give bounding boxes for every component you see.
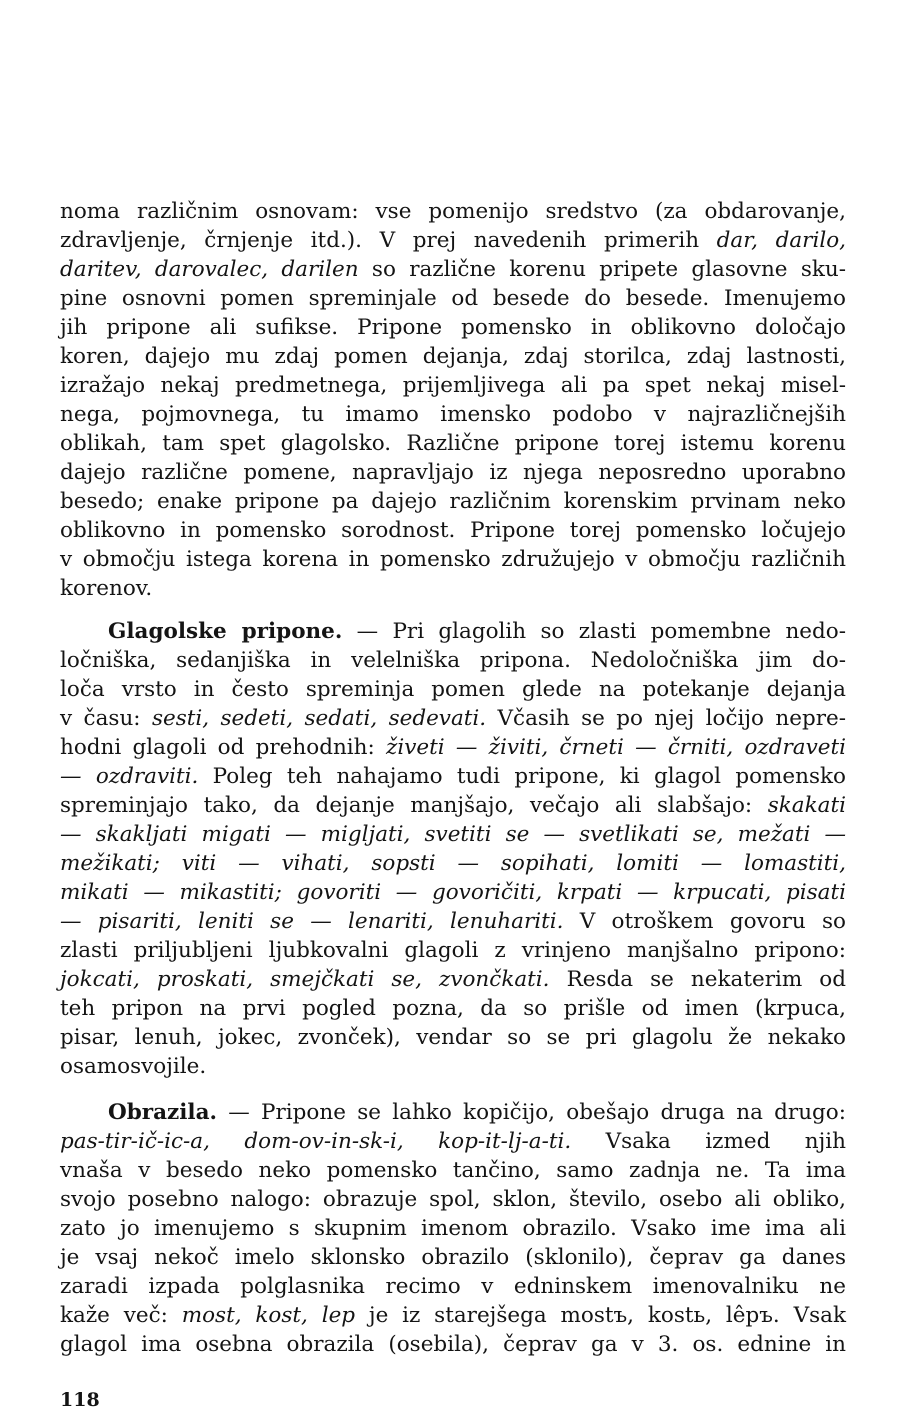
text-run: — Pripone se lahko kopičijo, obešajo druga na drugo:	[216, 1100, 846, 1125]
text-run: v območju istega korena in pomensko združujejo v območju različnih	[60, 547, 846, 572]
text-line	[60, 965, 846, 994]
section-heading: Obrazila.	[108, 1100, 217, 1125]
text-run: je iz starejšega mostъ, kostь, lêpъ. Vsak	[355, 1303, 846, 1328]
text-run: sesti, sedeti, sedati, sedevati.	[151, 706, 487, 731]
text-line	[60, 1243, 846, 1272]
text-line	[60, 1156, 846, 1185]
text-run: pas-tir-ič-ic-a, dom-ov-in-sk-i, kop-it-lj-a-ti.	[60, 1129, 572, 1154]
text-line	[60, 429, 846, 458]
text-line	[60, 675, 846, 704]
text-run: koren, dajejo mu zdaj pomen dejanja, zdaj storilca, zdaj lastnosti,	[60, 344, 846, 369]
text-run: živeti — živiti, črneti — črniti, ozdraveti	[386, 735, 846, 760]
text-line	[60, 936, 846, 965]
text-run: pisar, lenuh, jokec, zvonček), vendar so se pri glagolu že nekako	[60, 1025, 846, 1050]
text-run: noma različnim osnovam: vse pomenijo sredstvo (za obdarovanje,	[60, 199, 846, 224]
text-run: svojo posebno nalogo: obrazuje spol, sklon, število, osebo ali obliko,	[60, 1187, 846, 1212]
text-run: zato jo imenujemo s skupnim imenom obrazilo. Vsako ime ima ali	[60, 1216, 846, 1241]
text-run: zlasti priljubljeni ljubkovalni glagoli z vrinjeno manjšalno pripono:	[60, 938, 846, 963]
page-number: 118	[60, 1389, 100, 1411]
section-heading: Glagolske pripone.	[108, 619, 343, 644]
text-line	[60, 791, 846, 820]
text-run: hodni glagoli od prehodnih:	[60, 735, 387, 760]
text-line	[60, 1023, 846, 1052]
text-run: most, kost, lep	[181, 1303, 356, 1328]
text-run: kaže več:	[60, 1303, 182, 1328]
text-run: zdravljenje, črnjenje itd.). V prej navedenih primerih	[60, 228, 717, 253]
text-line	[60, 1052, 846, 1081]
text-run: skakati	[767, 793, 846, 818]
text-line	[60, 371, 846, 400]
text-line	[60, 878, 846, 907]
text-line	[60, 458, 846, 487]
text-run: — pisariti, leniti se — lenariti, lenuhariti.	[60, 909, 564, 934]
text-line	[60, 704, 846, 733]
text-line	[60, 1272, 846, 1301]
text-line	[60, 994, 846, 1023]
text-line	[60, 313, 846, 342]
text-line	[108, 1098, 846, 1127]
text-run: Vsaka izmed njih	[571, 1129, 846, 1154]
text-run: osamosvojile.	[60, 1054, 207, 1079]
text-run: zaradi izpada polglasnika recimo v edninskem imenovalniku ne	[60, 1274, 846, 1299]
text-line	[60, 1185, 846, 1214]
text-run: glagol ima osebna obrazila (osebila), čeprav ga v 3. os. ednine in	[60, 1332, 846, 1357]
text-line	[60, 342, 846, 371]
text-run: vnaša v besedo neko pomensko tančino, samo zadnja ne. Ta ima	[60, 1158, 846, 1183]
text-line	[60, 1301, 846, 1330]
text-run: dajejo različne pomene, napravljajo iz njega neposredno uporabno	[60, 460, 846, 485]
text-line	[60, 733, 846, 762]
text-line	[60, 487, 846, 516]
text-run: daritev, darovalec, darilen	[60, 257, 359, 282]
text-line	[60, 545, 846, 574]
text-line	[60, 284, 846, 313]
text-run: teh pripon na prvi pogled pozna, da so prišle od imen (krpuca,	[60, 996, 846, 1021]
text-line	[60, 255, 846, 284]
text-run: mežikati; viti — vihati, sopsti — sopihati, lomiti — lomastiti,	[60, 851, 846, 876]
text-run: jih pripone ali sufikse. Pripone pomensko in oblikovno določajo	[60, 315, 846, 340]
text-run: ločniška, sedanjiška in velelniška pripona. Nedoločniška jim do-	[60, 648, 846, 673]
text-run: so različne korenu pripete glasovne sku-	[358, 257, 847, 282]
text-line	[60, 849, 846, 878]
text-line	[60, 1330, 846, 1359]
text-run: izražajo nekaj predmetnega, prijemljivega ali pa spet nekaj misel-	[60, 373, 846, 398]
text-line	[60, 762, 846, 791]
text-line	[60, 197, 846, 226]
text-run: — skakljati migati — migljati, svetiti se — svetlikati se, mežati —	[60, 822, 846, 847]
text-run: Poleg teh nahajamo tudi pripone, ki glagol pomensko	[198, 764, 847, 789]
text-run: besedo; enake pripone pa dajejo različnim korenskim prvinam neko	[60, 489, 846, 514]
text-run: — ozdraviti.	[60, 764, 199, 789]
text-run: jokcati, proskati, smejčkati se, zvončkati.	[60, 967, 550, 992]
text-line	[60, 226, 846, 255]
text-line	[108, 617, 846, 646]
text-run: Včasih se po njej ločijo nepre-	[486, 706, 846, 731]
text-run: korenov.	[60, 576, 153, 601]
text-run: V otroškem govoru so	[563, 909, 846, 934]
text-line	[60, 820, 846, 849]
text-run: mikati — mikastiti; govoriti — govoričiti, krpati — krpucati, pisati	[60, 880, 846, 905]
text-run: pine osnovni pomen spreminjale od besede do besede. Imenujemo	[60, 286, 846, 311]
text-run: oblikovno in pomensko sorodnost. Pripone torej pomensko ločujejo	[60, 518, 846, 543]
text-run: — Pri glagolih so zlasti pomembne nedo-	[342, 619, 846, 644]
text-run: nega, pojmovnega, tu imamo imensko podobo v najrazličnejših	[60, 402, 846, 427]
text-line	[60, 907, 846, 936]
text-run: je vsaj nekoč imelo sklonsko obrazilo (sklonilo), čeprav ga danes	[60, 1245, 846, 1270]
text-line	[60, 1127, 846, 1156]
text-run: dar, darilo,	[716, 228, 846, 253]
text-line	[60, 646, 846, 675]
text-run: v času:	[60, 706, 152, 731]
text-run: oblikah, tam spet glagolsko. Različne pripone torej istemu korenu	[60, 431, 846, 456]
text-line	[60, 516, 846, 545]
text-run: spreminjajo tako, da dejanje manjšajo, večajo ali slabšajo:	[60, 793, 768, 818]
text-line	[60, 574, 846, 603]
text-line	[60, 1214, 846, 1243]
text-run: Resda se nekaterim od	[549, 967, 846, 992]
text-run: loča vrsto in često spreminja pomen glede na potekanje dejanja	[60, 677, 846, 702]
text-line	[60, 400, 846, 429]
